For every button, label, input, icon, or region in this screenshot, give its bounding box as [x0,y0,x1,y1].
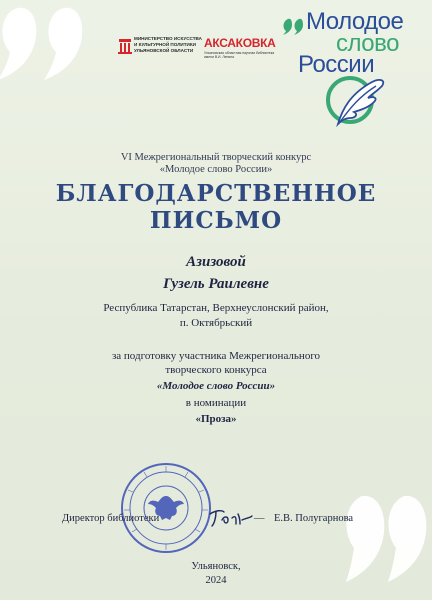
signature-dash: — [254,513,265,524]
aksakovka-subtitle: Ульяновская областная научная библиотека имени В.И. Ленина [204,51,275,59]
body-line5-nomination: «Проза» [195,413,237,425]
ministry-logo [118,34,200,68]
title-line1: БЛАГОДАРСТВЕННОЕ [55,180,377,207]
brand-line1: Молодое [306,8,404,35]
body-line1: за подготовку участника Межрегионального [111,350,321,362]
footer-city: Ульяновск, [191,561,241,572]
ministry-text: МИНИСТЕРСТВО ИСКУССТВА И КУЛЬТУРНОЙ ПОЛИТИКИ УЛЬЯНОВСКОЙ ОБЛАСТИ [134,36,202,53]
brand-logo [282,4,432,124]
recipient-location-line1: Республика Татарстан, Верхнеуслонский район, [103,302,329,314]
recipient-name: Гузель Раилевне [163,276,269,292]
contest-line1: VI Межрегиональный творческий конкурс [120,152,312,163]
title-line2: ПИСЬМО [149,207,283,234]
aksakovka-logo [204,36,284,66]
brand-quote-icon [282,18,306,36]
brand-line2: слово [336,30,399,57]
contest-line2: «Молодое слово России» [159,164,273,175]
recipient-surname: Азизовой [186,254,246,270]
brand-feather-emblem-icon [320,72,392,136]
handwritten-signature-icon [206,506,254,530]
quote-marks-top-left-icon [0,0,120,120]
recipient-location-line2: п. Октябрьский [179,317,253,329]
brand-line3: России [298,51,375,78]
body-line3-contest-name: «Молодое слово России» [156,380,276,392]
signature-name: Е.В. Полугарнова [274,513,354,524]
aksakovka-logo-text: АКСАКОВКА [204,36,276,50]
body-line4: в номинации [185,397,247,409]
body-line2: творческого конкурса [165,364,267,376]
ministry-emblem-icon [118,37,132,55]
official-stamp-icon [118,460,214,556]
footer-year: 2024 [205,575,227,586]
signature-position: Директор библиотеки [62,513,160,524]
